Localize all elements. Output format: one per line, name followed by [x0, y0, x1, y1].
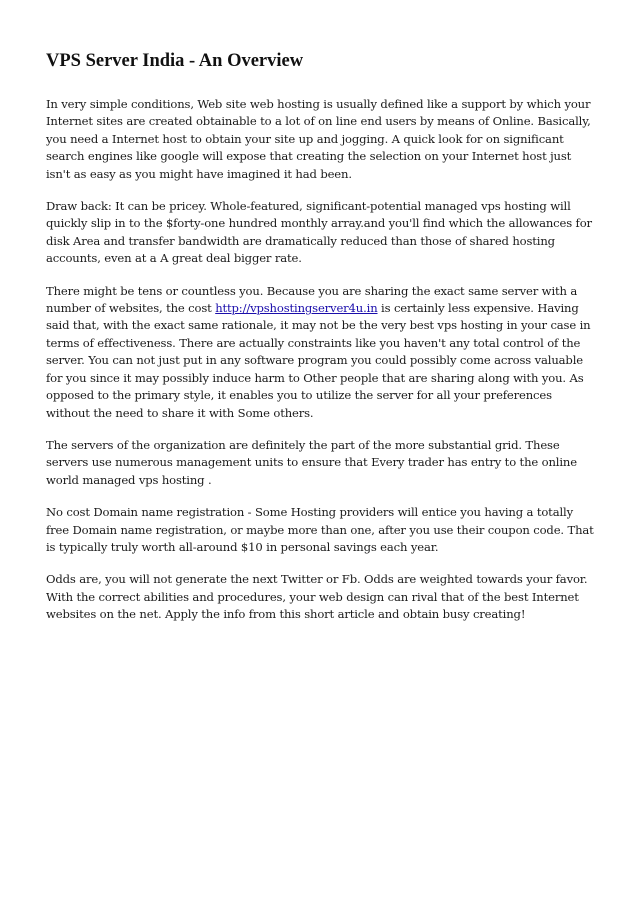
document-title: VPS Server India - An Overview — [46, 51, 304, 71]
paragraph-3-text-after: is certainly less expensive. Having said that, with the exact same rationale, it may not be the very best vps hosting in your case in terms of effectiveness. There are actually constraints like you haven't any total control of the server. You can not just put in any software program you could possibly come across valuable for you since it may possibly induce harm to Other people that are sharing along with you. As opposed to the primary style, it enables you to utilize the server for all your preferences without the need to share it with Some others. — [46, 301, 591, 420]
paragraph-2: Draw back: It can be pricey. Whole-featured, significant-potential managed vps hosting will quickly slip in to the $forty-one hundred monthly array.and you'll find which the allowances for disk Area and transfer bandwidth are dramatically reduced than those of shared hosting accounts, even at a A great deal bigger rate. — [46, 199, 592, 266]
paragraph-5: No cost Domain name registration - Some Hosting providers will entice you having a totally free Domain name registration, or maybe more than one, after you use their coupon code. That is typically truly worth all-around $10 in personal savings each year. — [46, 505, 594, 554]
paragraph-3 — [46, 283, 594, 422]
vps-hosting-link[interactable]: http://vpshostingserver4u.in — [215, 301, 378, 316]
document-page — [46, 50, 594, 639]
paragraph-3-text-before: There might be tens or countless you. Because you are sharing the exact same server with a number of websites, the cost — [46, 283, 578, 316]
paragraph-4: The servers of the organization are definitely the part of the more substantial grid. These servers use numerous management units to ensure that Every trader has entry to the online world managed vps hosting . — [46, 437, 577, 487]
paragraph-6: Odds are, you will not generate the next Twitter or Fb. Odds are weighted towards your favor. With the correct abilities and procedures, your web design can rival that of the best Internet websites on the net. Apply the info from this short article and obtain busy creating! — [46, 572, 588, 622]
paragraph-1: In very simple conditions, Web site web hosting is usually defined like a support by which your Internet sites are created obtainable to a lot of on line end users by means of Online. Basically, you need a Internet host to obtain your site up and jogging. A quick look for on significant search engines like google will expose that creating the selection on your Internet host just isn't as easy as you might have imagined it had been. — [46, 97, 591, 181]
